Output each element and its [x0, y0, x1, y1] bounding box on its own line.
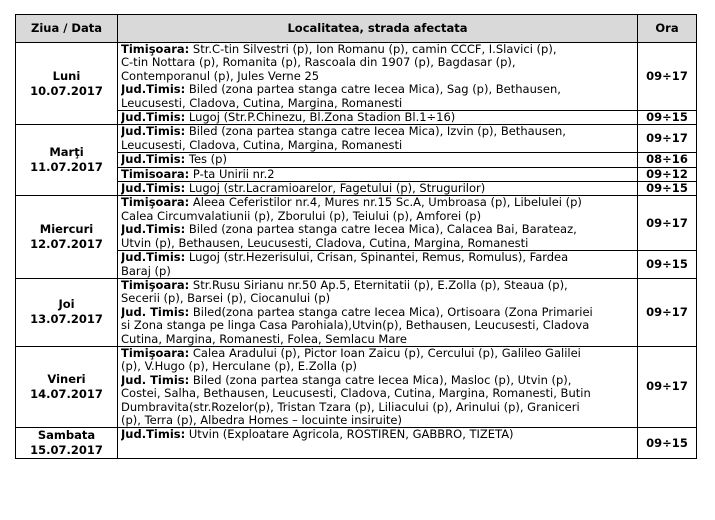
locality-cell — [118, 182, 638, 196]
table-row — [16, 43, 697, 111]
area-label: Jud.Timis: — [121, 153, 186, 167]
locality-line — [121, 251, 634, 264]
date-label: 14.07.2017 — [30, 387, 103, 402]
street-list: Aleea Ceferistilor nr.4, Mures nr.15 Sc.A, Umbroasa (p), Libelulei (p) — [192, 196, 582, 210]
street-list: Dumbravita(str.Rozelor(p), Tristan Tzara (p), Liliacului (p), Arinului (p), Graniceri — [121, 400, 580, 414]
schedule-body — [16, 43, 697, 459]
date-label: 13.07.2017 — [30, 312, 103, 327]
locality-cell — [118, 125, 638, 153]
locality-line — [121, 125, 634, 138]
header-row — [16, 15, 697, 43]
area-label: Jud. Timis: — [121, 373, 190, 387]
street-list: C-tin Nottara (p), Romanita (p), Rascoala din 1907 (p), Bagdasar (p), — [121, 56, 516, 70]
table-row — [16, 111, 697, 125]
date-label: 10.07.2017 — [30, 83, 103, 98]
locality-line — [121, 387, 634, 400]
weekday-label: Marţi — [49, 145, 84, 160]
street-list: si Zona stanga pe linga Casa Parohiala),Utvin(p), Bethausen, Leucusesti, Cladova — [121, 319, 590, 333]
locality-line — [121, 265, 634, 278]
locality-line — [121, 360, 634, 373]
street-list: Str.C-tin Silvestri (p), Ion Romanu (p), camin CCCF, I.Slavici (p), — [192, 43, 557, 56]
locality-cell — [118, 278, 638, 346]
table-row — [16, 346, 697, 427]
street-list: Utvin (Exploatare Agricola, ROSTIREN, GABBRO, TIZETA) — [188, 428, 514, 442]
date-label: 15.07.2017 — [30, 443, 103, 458]
locality-line — [121, 306, 634, 319]
street-list: Costei, Salha, Bethausen, Leucusesti, Cladova, Cutina, Margina, Romanesti, Butin — [121, 387, 591, 401]
locality-line — [121, 279, 634, 292]
locality-line — [121, 292, 634, 305]
street-list: Tes (p) — [188, 153, 227, 167]
weekday-label: Joi — [58, 297, 75, 312]
locality-line — [121, 374, 634, 387]
hour-column-header: Ora — [638, 15, 697, 43]
street-list: Calea Aradului (p), Pictor Ioan Zaicu (p), Cercului (p), Galileo Galilei — [192, 346, 581, 360]
street-list: Leucusesti, Cladova, Cutina, Margina, Romanesti — [121, 96, 403, 110]
locality-line — [121, 428, 634, 441]
locality-cell — [118, 428, 638, 459]
area-label: Timişoara: — [121, 278, 190, 292]
table-row — [16, 196, 697, 251]
street-list: Baraj (p) — [121, 264, 171, 278]
time-interval: 09÷17 — [638, 125, 697, 153]
locality-cell — [118, 196, 638, 251]
street-list: Biled (zona partea stanga catre Iecea Mica), Calacea Bai, Barateaz, — [188, 223, 577, 237]
weekday-label: Luni — [52, 68, 81, 83]
day-cell — [16, 43, 118, 125]
day-cell — [16, 346, 118, 427]
weekday-label: Miercuri — [39, 222, 94, 237]
area-label: Jud.Timis: — [121, 251, 186, 265]
locality-line — [121, 139, 634, 152]
date-label: 12.07.2017 — [30, 237, 103, 252]
time-interval: 09÷17 — [638, 278, 697, 346]
locality-line — [121, 319, 634, 332]
locality-line — [121, 111, 634, 124]
locality-cell — [118, 251, 638, 279]
locality-line — [121, 43, 634, 56]
street-list: Calea Circumvalatiunii (p), Zborului (p), Teiului (p), Amforei (p) — [121, 209, 482, 223]
table-row — [16, 167, 697, 181]
day-cell — [16, 428, 118, 459]
day-cell — [16, 278, 118, 346]
locality-line — [121, 83, 634, 96]
street-list: P-ta Unirii nr.2 — [192, 167, 275, 181]
day-cell — [16, 125, 118, 196]
locality-cell — [118, 43, 638, 111]
street-list: Contemporanul (p), Jules Verne 25 — [121, 69, 320, 83]
day-column-header: Ziua / Data — [16, 15, 118, 43]
time-interval: 09÷15 — [638, 251, 697, 279]
locality-line — [121, 223, 634, 236]
locality-line — [121, 196, 634, 209]
street-list: Str.Rusu Sirianu nr.50 Ap.5, Eternitatii (p), E.Zolla (p), Steaua (p), — [192, 278, 568, 292]
locality-line — [121, 56, 634, 69]
area-label: Jud.Timis: — [121, 428, 186, 442]
street-list: (p), Terra (p), Albedra Homes – locuinte insiruite) — [121, 413, 402, 427]
time-interval: 09÷17 — [638, 346, 697, 427]
street-list: Utvin (p), Bethausen, Leucusesti, Cladova, Cutina, Margina, Romanesti — [121, 236, 529, 250]
area-label: Timişoara: — [121, 43, 190, 56]
street-list: Lugoj (Str.P.Chinezu, Bl.Zona Stadion Bl.1÷16) — [188, 111, 456, 125]
locality-line — [121, 182, 634, 195]
locality-line — [121, 153, 634, 166]
locality-cell — [118, 167, 638, 181]
time-interval: 08÷16 — [638, 153, 697, 167]
table-row — [16, 182, 697, 196]
street-list: Secerii (p), Barsei (p), Ciocanului (p) — [121, 292, 331, 306]
locality-line — [121, 97, 634, 110]
locality-column-header: Localitatea, strada afectata — [118, 15, 638, 43]
time-interval: 09÷17 — [638, 196, 697, 251]
locality-cell — [118, 153, 638, 167]
area-label: Jud. Timis: — [121, 305, 190, 319]
weekday-label: Sambata — [37, 428, 96, 443]
area-label: Jud.Timis: — [121, 111, 186, 125]
time-interval: 09÷15 — [638, 111, 697, 125]
area-label: Jud.Timis: — [121, 83, 186, 97]
locality-cell — [118, 346, 638, 427]
locality-line — [121, 70, 634, 83]
area-label: Jud.Timis: — [121, 125, 186, 139]
locality-line — [121, 414, 634, 427]
time-interval: 09÷15 — [638, 428, 697, 459]
street-list: Biled (zona partea stanga catre Iecea Mica), Masloc (p), Utvin (p), — [192, 373, 572, 387]
time-interval: 09÷15 — [638, 182, 697, 196]
area-label: Timişoara: — [121, 196, 190, 210]
table-row — [16, 278, 697, 346]
area-label: Jud.Timis: — [121, 182, 186, 196]
table-row — [16, 125, 697, 153]
time-interval: 09÷17 — [638, 43, 697, 111]
locality-line — [121, 347, 634, 360]
locality-line — [121, 237, 634, 250]
street-list: Lugoj (str.Lacramioarelor, Fagetului (p), Strugurilor) — [188, 182, 486, 196]
outage-schedule-table — [15, 14, 697, 459]
street-list: (p), V.Hugo (p), Herculane (p), E.Zolla (p) — [121, 360, 357, 374]
locality-line — [121, 210, 634, 223]
date-label: 11.07.2017 — [30, 160, 103, 175]
street-list: Biled (zona partea stanga catre Iecea Mica), Izvin (p), Bethausen, — [188, 125, 566, 139]
table-row — [16, 428, 697, 459]
weekday-label: Vineri — [47, 372, 86, 387]
day-cell — [16, 196, 118, 278]
area-label: Timişoara: — [121, 346, 190, 360]
street-list: Biled(zona partea stanga catre Iecea Mica), Ortisoara (Zona Primariei — [192, 305, 593, 319]
street-list: Lugoj (str.Hezerisului, Crisan, Spinantei, Remus, Romulus), Fardea — [188, 251, 569, 265]
locality-cell — [118, 111, 638, 125]
area-label: Timisoara: — [121, 167, 190, 181]
locality-line — [121, 333, 634, 346]
locality-line — [121, 168, 634, 181]
locality-line — [121, 401, 634, 414]
street-list: Biled (zona partea stanga catre Iecea Mica), Sag (p), Bethausen, — [188, 83, 561, 97]
area-label: Jud.Timis: — [121, 223, 186, 237]
table-row — [16, 251, 697, 279]
table-row — [16, 153, 697, 167]
street-list: Cutina, Margina, Romanesti, Folea, Semlacu Mare — [121, 332, 407, 346]
time-interval: 09÷12 — [638, 167, 697, 181]
street-list: Leucusesti, Cladova, Cutina, Margina, Romanesti — [121, 138, 403, 152]
